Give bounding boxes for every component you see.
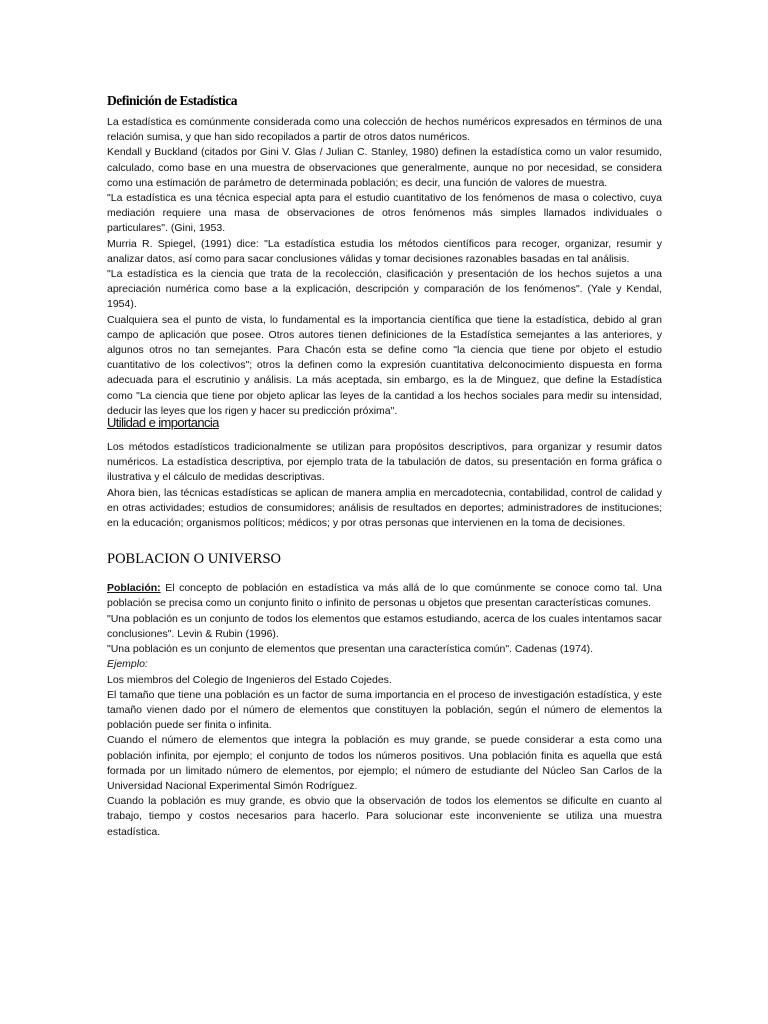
paragraph: La estadística es comúnmente considerada como una colección de hechos numéricos expresados en términos de una relación sumisa, y que han sido recopilados a partir de otros datos numéricos. <box>107 116 662 144</box>
paragraph: Los métodos estadísticos tradicionalmente se utilizan para propósitos descriptivos, para organizar y resumir datos numéricos. La estadística descriptiva, por ejemplo trata de la tabulación de datos, su presentación en forma gráfica o ilustrativa y el cálculo de medidas descriptivas. <box>107 441 662 484</box>
paragraph: "La estadística es la ciencia que trata de la recolección, clasificación y presentación de los hechos sujetos a una apreciación numérica como base a la explicación, descripción y comparación de los fenómenos". (Yale y Kendal, 1954). <box>107 268 662 311</box>
section-title-poblacion: POBLACION O UNIVERSO <box>107 551 282 568</box>
paragraph: El tamaño que tiene una población es un factor de suma importancia en el proceso de investigación estadística, y este tamaño vienen dado por el número de elementos que constituyen la población, según el número de elementos la población puede ser finita o infinita. <box>107 688 662 732</box>
term-definition-text: El concepto de población en estadística va más allá de lo que comúnmente se conoce como tal. Una población se precisa como un conjunto finito o infinito de personas u objetos que presentan características comunes. <box>107 582 662 610</box>
paragraph-poblacion-definition <box>107 581 662 611</box>
paragraph: Ahora bien, las técnicas estadísticas se aplican de manera amplia en mercadotecnia, contabilidad, control de calidad y en otras actividades; estudios de consumidores; análisis de resultados en deportes; administradores de instituciones; en la educación; organismos políticos; médicos; y por otras personas que intervienen en la toma de decisiones. <box>107 486 662 530</box>
ejemplo-label: Ejemplo: <box>107 658 148 671</box>
paragraph: Los miembros del Colegio de Ingenieros del Estado Cojedes. <box>107 673 392 686</box>
paragraph: Cualquiera sea el punto de vista, lo fundamental es la importancia científica que tiene la estadística, debido al gran campo de aplicación que posee. Otros autores tienen definiciones de la Estadística semejantes a las anteriores, y algunos otros no tan semejantes. Para Chacón esta se define como "la ciencia que tiene por objeto el estudio cuantitativo de los colectivos"; otros la definen como la expresión cuantitativa delconocimiento dispuesta en forma adecuada para el escrutinio y análisis. La más aceptada, sin embargo, es la de Minguez, que define la Estadística como "La ciencia que tiene por objeto aplicar las leyes de la cantidad a los hechos sociales para medir su intensidad, deducir las leyes que los rigen y hacer su predicción próxima". <box>107 313 662 417</box>
section-title-definicion: Definición de Estadística <box>107 93 238 108</box>
document-page <box>107 93 662 840</box>
paragraph: "La estadística es una técnica especial apta para el estudio cuantitativo de los fenómenos de masa o colectivo, cuya mediación requiere una masa de observaciones de otros fenómenos más simples llamados individuales o particulares". (Gini, 1953. <box>107 192 662 235</box>
paragraph: "Una población es un conjunto de todos los elementos que estamos estudiando, acerca de los cuales intentamos sacar conclusiones". Levin & Rubin (1996). <box>107 612 662 640</box>
term-poblacion: Población: <box>107 582 161 595</box>
paragraph: Cuando la población es muy grande, es obvio que la observación de todos los elementos se dificulte en cuanto al trabajo, tiempo y costos necesarios para hacerlo. Para solucionar este inconveniente se utiliza una muestra estadística. <box>107 795 662 838</box>
section-body-poblacion <box>107 581 662 839</box>
section-body-definicion <box>107 115 662 419</box>
paragraph: "Una población es un conjunto de elementos que presentan una característica común". Cadenas (1974). <box>107 643 594 656</box>
paragraph: Murria R. Spiegel, (1991) dice: "La estadística estudia los métodos científicos para recoger, organizar, resumir y analizar datos, así como para sacar conclusiones válidas y tomar decisiones razonables basadas en tal análisis. <box>107 237 662 265</box>
section-body-utilidad <box>107 440 662 531</box>
paragraph: Cuando el número de elementos que integra la población es muy grande, se puede considerar a esta como una población infinita, por ejemplo; el conjunto de todos los números positivos. Una población finita es aquella que está formada por un limitado número de elementos, por ejemplo; el número de estudiante del Núcleo San Carlos de la Universidad Nacional Experimental Simón Rodríguez. <box>107 734 662 792</box>
paragraph: Kendall y Buckland (citados por Gini V. Glas / Julian C. Stanley, 1980) definen la estadística como un valor resumido, calculado, como base en una muestra de observaciones que generalmente, aunque no por necesidad, se considera como una estimación de parámetro de determinada población; es decir, una función de valores de muestra. <box>107 146 662 189</box>
section-title-utilidad: Utilidad e importancia <box>107 415 219 431</box>
